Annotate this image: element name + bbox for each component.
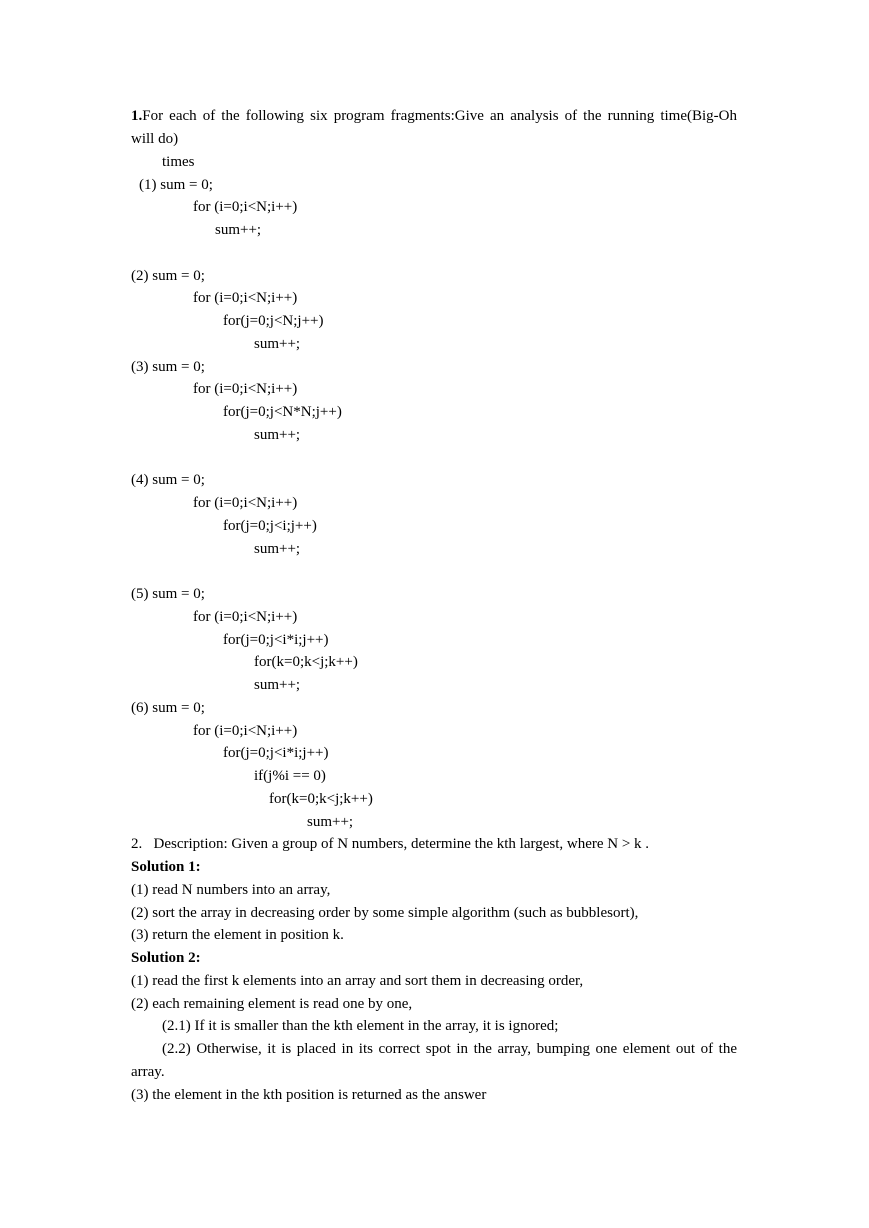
solution-1-step-2: (2) sort the array in decreasing order by some simple algorithm (such as bubblesort), <box>131 905 639 921</box>
q1-number: 1. <box>131 108 143 124</box>
fragment-6-init: (6) sum = 0; <box>131 700 205 716</box>
fragment-3-init: (3) sum = 0; <box>131 359 205 375</box>
fragment-6-loop-k: for(k=0;k<j;k++) <box>269 791 373 807</box>
fragment-5-loop-j: for(j=0;j<i*i;j++) <box>223 632 329 648</box>
fragment-2-loop-j: for(j=0;j<N;j++) <box>223 313 324 329</box>
fragment-5-body: sum++; <box>254 677 301 693</box>
fragment-3-loop-j: for(j=0;j<N*N;j++) <box>223 404 342 420</box>
solution-2-step-2-2-cont: array. <box>131 1064 165 1080</box>
fragment-2-init: (2) sum = 0; <box>131 268 205 284</box>
fragment-6-loop-j: for(j=0;j<i*i;j++) <box>223 745 329 761</box>
solution-2-step-2: (2) each remaining element is read one by one, <box>131 996 413 1012</box>
fragment-3-loop-i: for (i=0;i<N;i++) <box>193 381 298 397</box>
fragment-1-loop-i: for (i=0;i<N;i++) <box>193 199 298 215</box>
solution-2-step-1: (1) read the first k elements into an array and sort them in decreasing order, <box>131 973 584 989</box>
fragment-5-init: (5) sum = 0; <box>131 586 205 602</box>
solution-1-step-3: (3) return the element in position k. <box>131 927 344 943</box>
solution-2-title: Solution 2: <box>131 950 201 966</box>
fragment-2-loop-i: for (i=0;i<N;i++) <box>193 290 298 306</box>
solution-2-step-3: (3) the element in the kth position is returned as the answer <box>131 1087 487 1103</box>
fragment-4-init: (4) sum = 0; <box>131 472 205 488</box>
solution-2-step-2-2: (2.2) Otherwise, it is placed in its correct spot in the array, bumping one element out of the <box>162 1041 737 1057</box>
fragment-1-init: (1) sum = 0; <box>139 177 213 193</box>
fragment-6-body: sum++; <box>307 814 354 830</box>
fragment-1-body: sum++; <box>215 222 262 238</box>
q2-description: 2. Description: Given a group of N numbers, determine the kth largest, where N > k . <box>131 836 650 852</box>
solution-2-step-2-1: (2.1) If it is smaller than the kth element in the array, it is ignored; <box>162 1018 559 1034</box>
q1-intro-line1: 1.For each of the following six program fragments:Give an analysis of the running time(Big-Oh <box>131 108 737 124</box>
fragment-4-loop-j: for(j=0;j<i;j++) <box>223 518 317 534</box>
fragment-3-body: sum++; <box>254 427 301 443</box>
fragment-4-body: sum++; <box>254 541 301 557</box>
q1-intro-line2: will do) <box>131 131 179 147</box>
solution-1-step-1: (1) read N numbers into an array, <box>131 882 331 898</box>
solution-1-title: Solution 1: <box>131 859 201 875</box>
fragment-4-loop-i: for (i=0;i<N;i++) <box>193 495 298 511</box>
fragment-5-loop-k: for(k=0;k<j;k++) <box>254 654 358 670</box>
fragment-6-if: if(j%i == 0) <box>254 768 326 784</box>
fragment-2-body: sum++; <box>254 336 301 352</box>
q1-times-label: times <box>162 154 195 170</box>
fragment-6-loop-i: for (i=0;i<N;i++) <box>193 723 298 739</box>
fragment-5-loop-i: for (i=0;i<N;i++) <box>193 609 298 625</box>
